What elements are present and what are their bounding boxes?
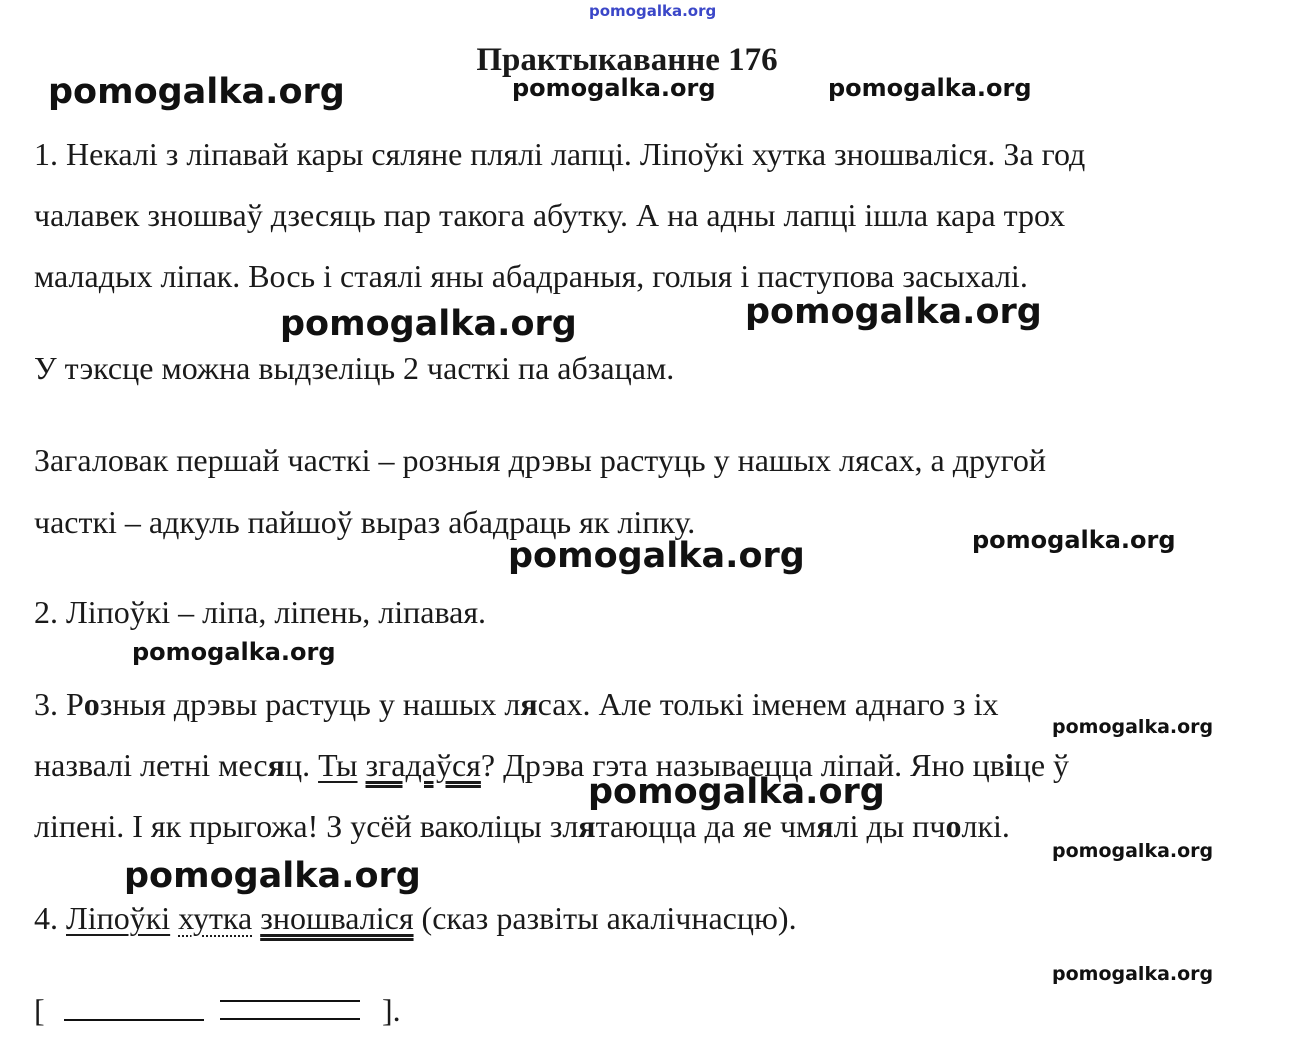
watermark: pomogalka.org — [512, 74, 716, 102]
scheme-open-bracket: [ — [34, 992, 45, 1028]
text-line: 4. Ліпоўкі хутка зношваліся (сказ развіты акалічнасцю). — [34, 900, 797, 936]
text-line: У тэксце можна выдзеліць 2 часткі па абзацам. — [34, 350, 675, 386]
scheme-close-bracket: ]. — [382, 992, 401, 1028]
page-title: Практыкаванне 176 — [476, 42, 778, 78]
watermark: pomogalka.org — [1052, 963, 1214, 985]
subject-line — [64, 1019, 204, 1021]
text-line: ліпені. І як прыгожа! З усёй ваколіцы злятаюцца да яе чмялі ды пчолкі. — [34, 808, 1010, 844]
predicate-line-top — [220, 1000, 360, 1002]
watermark: pomogalka.org — [1052, 840, 1214, 862]
text-line: маладых ліпак. Вось і стаялі яны абадраныя, голыя і паступова засыхалі. — [34, 258, 1028, 294]
text-line: назвалі летні месяц. Ты згадаўся? Дрэва гэта называецца ліпай. Яно цвіце ў — [34, 747, 1070, 783]
watermark: pomogalka.org — [745, 292, 1042, 332]
watermark: pomogalka.org — [828, 74, 1032, 102]
text-line: 1. Некалі з ліпавай кары сяляне плялі лапці. Ліпоўкі хутка зношваліся. За год — [34, 136, 1086, 172]
text-line: Загаловак першай часткі – розныя дрэвы растуць у нашых лясах, а другой — [34, 442, 1047, 478]
text-line: чалавек зношваў дзесяць пар такога абутку. А на адны лапці ішла кара трох — [34, 197, 1066, 233]
watermark: pomogalka.org — [48, 72, 345, 112]
watermark-top: pomogalka.org — [589, 2, 717, 20]
watermark: pomogalka.org — [972, 526, 1176, 554]
text-line: 2. Ліпоўкі – ліпа, ліпень, ліпавая. — [34, 594, 487, 630]
text-line: 3. Розныя дрэвы растуць у нашых лясах. Але толькі іменем аднаго з іх — [34, 686, 999, 722]
watermark: pomogalka.org — [588, 772, 885, 812]
watermark: pomogalka.org — [508, 536, 805, 576]
watermark: pomogalka.org — [124, 856, 421, 896]
watermark: pomogalka.org — [132, 638, 336, 666]
watermark: pomogalka.org — [280, 304, 577, 344]
predicate-line-bottom — [220, 1018, 360, 1020]
text-line: часткі – адкуль пайшоў выраз абадраць як ліпку. — [34, 504, 696, 540]
watermark: pomogalka.org — [1052, 716, 1214, 738]
